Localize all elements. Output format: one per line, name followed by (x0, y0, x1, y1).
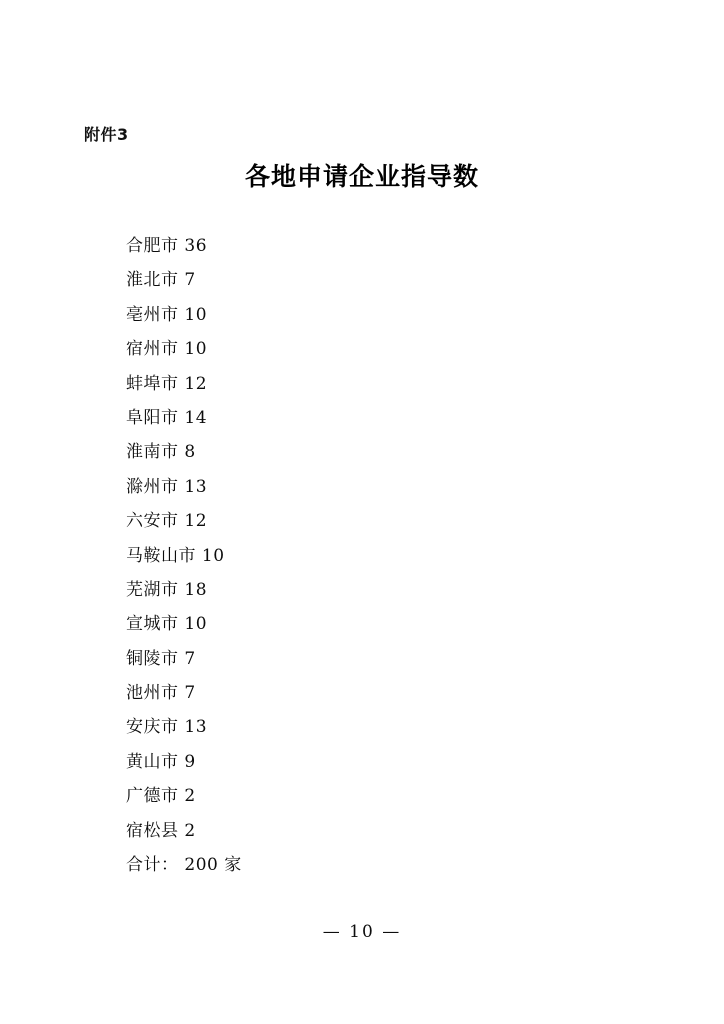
city-count: 7 (184, 683, 196, 704)
city-name: 宿松县 (126, 820, 179, 841)
total-unit: 家 (224, 855, 242, 876)
list-item (126, 504, 586, 538)
city-count: 7 (184, 270, 196, 291)
city-name: 安庆市 (126, 717, 179, 738)
city-name: 铜陵市 (126, 648, 179, 669)
city-count: 2 (184, 786, 196, 807)
city-count: 7 (184, 648, 196, 669)
city-name: 合肥市 (126, 236, 179, 256)
city-count-list (126, 229, 586, 882)
city-count: 18 (184, 579, 208, 600)
page-title: 各地申请企业指导数 (244, 162, 479, 191)
list-item (126, 298, 586, 332)
city-name: 六安市 (126, 511, 179, 532)
city-count: 2 (184, 820, 196, 841)
city-count: 10 (184, 339, 208, 360)
list-item (126, 539, 586, 573)
list-item (126, 779, 586, 813)
city-name: 阜阳市 (126, 407, 179, 428)
city-count: 12 (184, 373, 208, 394)
city-name: 广德市 (126, 786, 179, 807)
city-count: 36 (184, 236, 208, 256)
total-row (126, 848, 586, 882)
city-count: 10 (201, 545, 225, 566)
city-name: 芜湖市 (126, 579, 179, 600)
list-item (126, 367, 586, 401)
total-value: 200 (184, 855, 219, 876)
attachment-label: 附件3 (84, 125, 129, 144)
city-count: 13 (184, 476, 208, 497)
city-count: 13 (184, 717, 208, 738)
list-item (126, 573, 586, 607)
city-name: 亳州市 (126, 304, 179, 325)
city-name: 淮北市 (126, 270, 179, 291)
list-item (126, 710, 586, 744)
list-item (126, 435, 586, 469)
total-label: 合计： (126, 855, 179, 876)
city-name: 宿州市 (126, 339, 179, 360)
list-item (126, 263, 586, 297)
city-count: 10 (184, 614, 208, 635)
city-count: 8 (184, 442, 196, 463)
list-item (126, 745, 586, 779)
list-item (126, 470, 586, 504)
list-item (126, 332, 586, 366)
city-count: 9 (184, 751, 196, 772)
list-item (126, 229, 586, 263)
city-name: 滁州市 (126, 476, 179, 497)
list-item (126, 401, 586, 435)
city-name: 蚌埠市 (126, 373, 179, 394)
city-name: 马鞍山市 (126, 545, 196, 566)
city-count: 12 (184, 511, 208, 532)
list-item (126, 642, 586, 676)
city-count: 10 (184, 304, 208, 325)
list-item (126, 676, 586, 710)
city-name: 淮南市 (126, 442, 179, 463)
city-name: 池州市 (126, 683, 179, 704)
list-item (126, 607, 586, 641)
city-count: 14 (184, 407, 208, 428)
list-item (126, 814, 586, 848)
city-name: 宣城市 (126, 614, 179, 635)
page-number: — 10 — (322, 922, 402, 942)
city-name: 黄山市 (126, 751, 179, 772)
